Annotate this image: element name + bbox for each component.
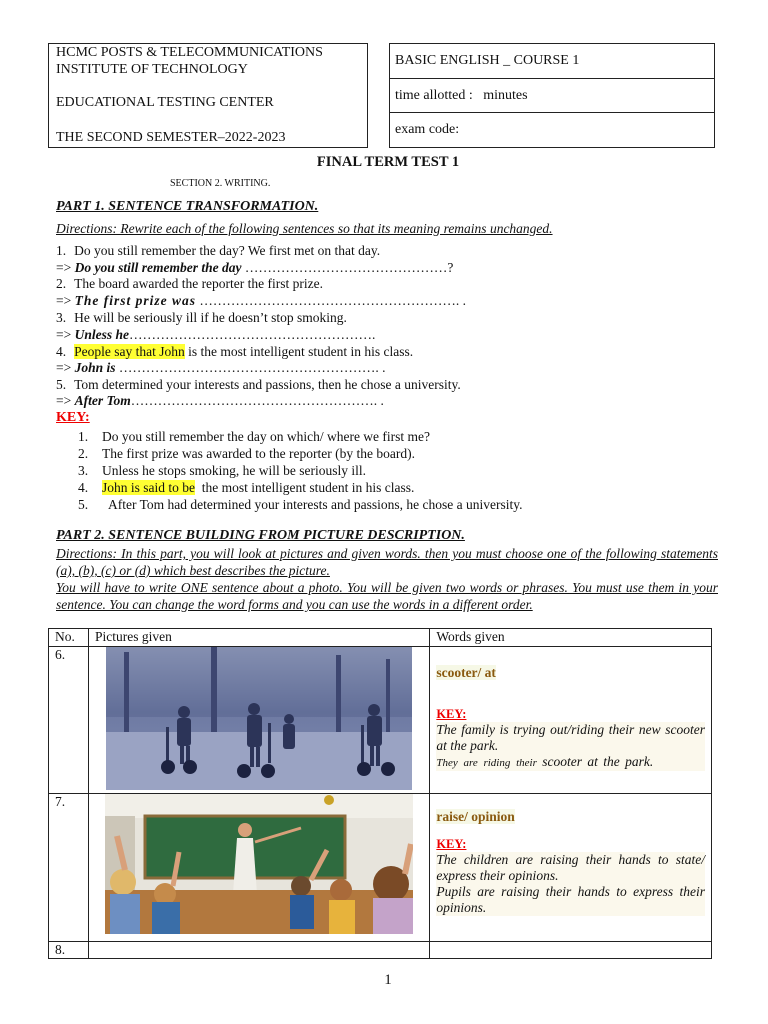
given-words: scooter/ at [436,665,496,680]
institute-box [48,43,368,148]
words-cell [430,647,712,794]
question-5: 5. Tom determined your interests and passions, then he chose a university. [56,377,461,392]
course-name: BASIC ENGLISH _ COURSE 1 [395,53,580,68]
key-item: 4. John is said to be the most intelligent student in his class. [78,480,415,495]
col-no: No. [49,629,89,647]
exam-code: exam code: [395,122,460,137]
table-row [49,942,712,959]
institute-line1: HCMC POSTS & TELECOMMUNICATIONS [56,45,323,60]
answer-3: => Unless he………………………………………………. [56,327,376,342]
answer-text: Pupils are raising their hands to express their opinions. [436,884,705,915]
part1-heading: PART 1. SENTENCE TRANSFORMATION. [56,199,319,214]
row-number: 7. [49,794,89,942]
col-words: Words given [430,629,712,647]
key-label: KEY: [436,837,467,851]
institute-line2: INSTITUTE OF TECHNOLOGY [56,62,248,77]
question-2: 2. The board awarded the reporter the first prize. [56,276,324,291]
key-item: 2. The first prize was awarded to the reporter (by the board). [78,446,415,461]
page-number: 1 [384,972,392,988]
row-number: 8. [49,942,89,959]
testing-center: EDUCATIONAL TESTING CENTER [56,95,274,110]
part2-directions-1: Directions: In this part, you will look at pictures and given words. then you must choose one of the following statements (a), (b), (c) or (d) which best describes the picture. [56,546,718,578]
table-header-row [49,629,712,647]
time-allotted: time allotted : minutes [395,88,528,103]
row-number: 6. [49,647,89,794]
question-1: 1. Do you still remember the day? We first met on that day. [56,243,381,258]
words-cell [430,794,712,942]
answer-1: => Do you still remember the day ………………………………………? [56,260,454,275]
test-title: FINAL TERM TEST 1 [316,154,460,170]
answer-2: => The first prize was …………………………………………………. . [56,293,466,308]
part1-directions: Directions: Rewrite each of the following sentences so that its meaning remains unchanged. [56,221,553,236]
answer-5: => After Tom………………………………………………. . [56,393,384,408]
key-list [78,428,522,513]
key-label: KEY: [436,707,467,721]
question-4: 4. People say that John is the most intelligent student in his class. [56,344,414,359]
answer-4: => John is …………………………………………………. . [56,360,386,375]
course-box [389,43,715,148]
part2-directions-2: You will have to write ONE sentence about a photo. You will be given two words or phrases. You must use them in your sentence. You can change the word forms and you can use the words in a different order. [56,580,718,612]
section-label: SECTION 2. WRITING. [170,178,271,189]
answer-text: The family is trying out/riding their new scooter at the park. [436,722,705,753]
key-label: KEY: [56,410,90,425]
key-item: 1. Do you still remember the day on which/ where we first me? [78,429,431,444]
col-pictures: Pictures given [88,629,429,647]
segway-park-photo [106,647,412,790]
classroom-photo [105,794,413,934]
part2-heading: PART 2. SENTENCE BUILDING FROM PICTURE DESCRIPTION. [56,528,465,543]
question-3: 3. He will be seriously ill if he doesn’t stop smoking. [56,310,347,325]
semester: THE SECOND SEMESTER–2022-2023 [56,130,286,145]
answer-text: They are riding their scooter at the park. [436,754,705,771]
given-words: raise/ opinion [436,809,515,824]
key-item: 3. Unless he stops smoking, he will be seriously ill. [78,463,366,478]
key-item: 5. After Tom had determined your interests and passions, he chose a university. [78,497,523,512]
answer-text: The children are raising their hands to state/ express their opinions. [436,852,705,883]
